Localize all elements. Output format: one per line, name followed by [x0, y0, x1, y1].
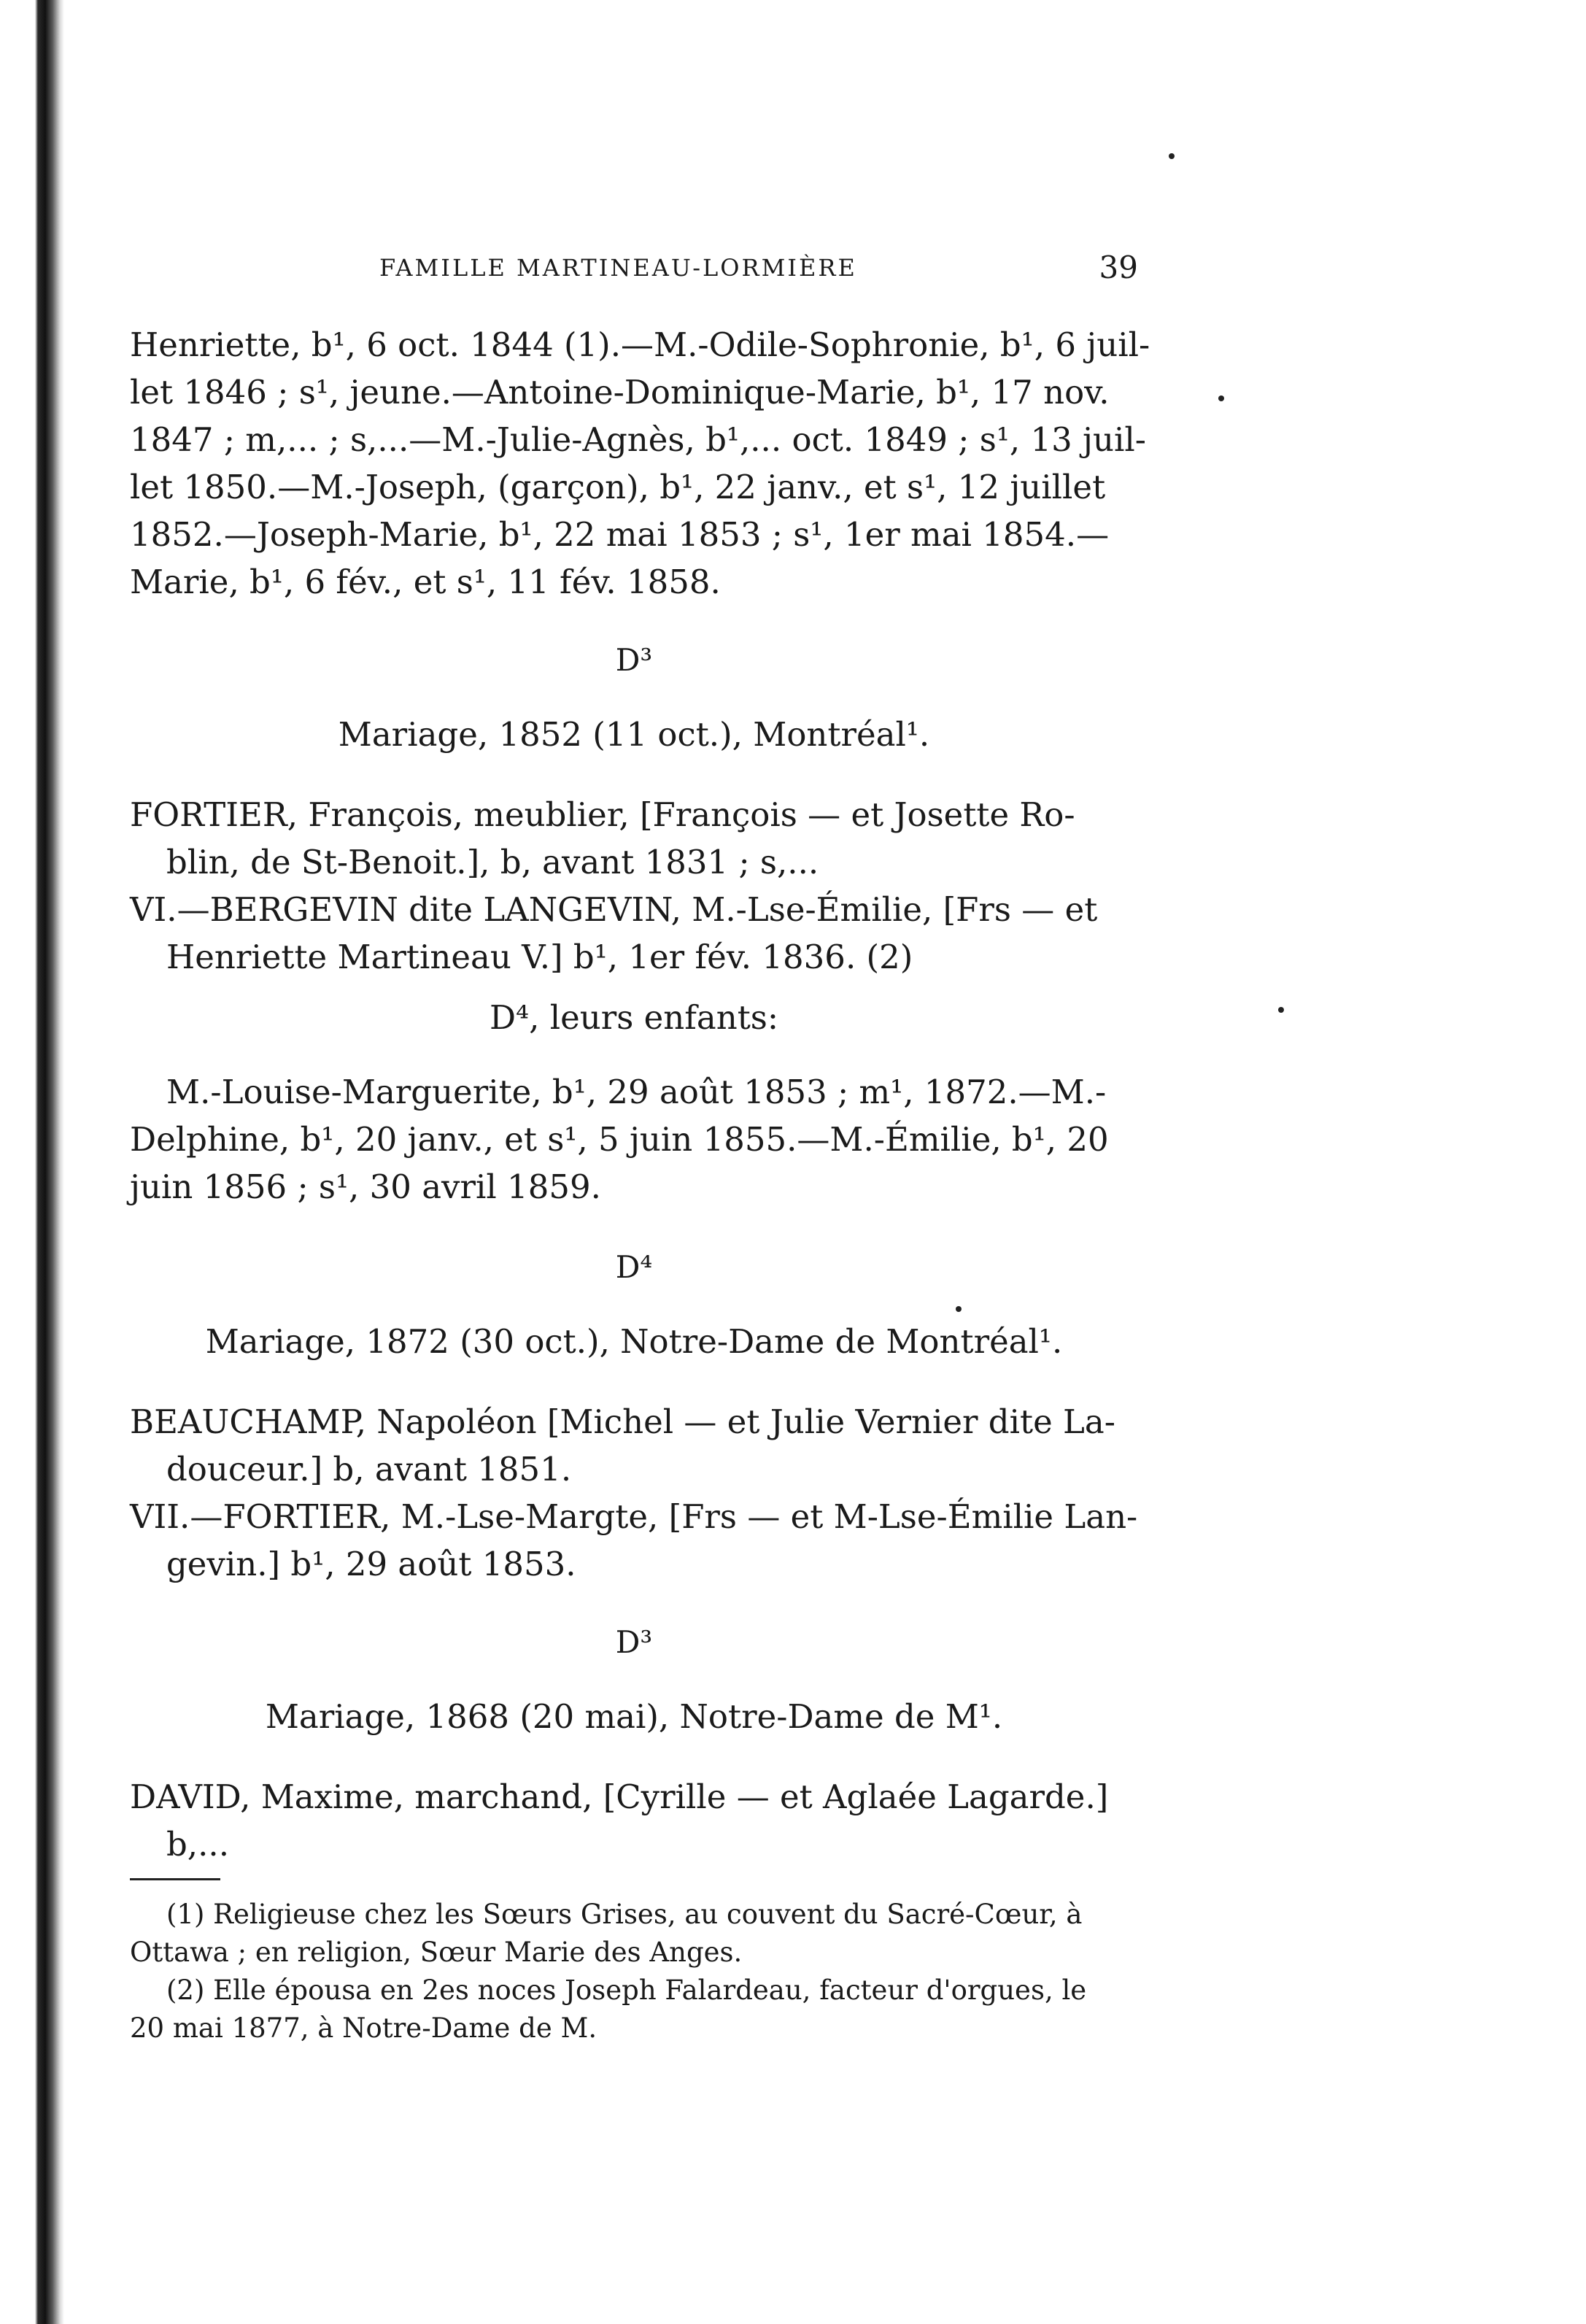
text-line: Henriette Martineau V.] b¹, 1er fév. 1836. (2) [166, 938, 913, 976]
text-line: b,... [166, 1825, 230, 1864]
text-line: Delphine, b¹, 20 janv., et s¹, 5 juin 1855.—M.-Émilie, b¹, 20 [130, 1120, 1109, 1159]
text-line: BEAUCHAMP, Napoléon [Michel — et Julie Vernier dite La- [130, 1402, 1115, 1441]
text-line: juin 1856 ; s¹, 30 avril 1859. [130, 1167, 601, 1206]
ink-speck [956, 1306, 962, 1312]
spouse-entries [130, 1398, 1138, 1588]
header-title: FAMILLE MARTINEAU-LORMIÈRE [379, 254, 857, 282]
generation-heading: D³ [615, 1624, 653, 1660]
text-line: DAVID, Maxime, marchand, [Cyrille — et Aglaée Lagarde.] [130, 1777, 1109, 1816]
text-line: blin, de St-Benoit.], b, avant 1831 ; s,... [166, 843, 819, 881]
footnote-line: (2) Elle épousa en 2es noces Joseph Falardeau, facteur d'orgues, le [166, 1974, 1087, 2006]
ink-speck [1218, 395, 1224, 401]
footnotes [130, 1896, 1138, 2047]
text-line: let 1850.—M.-Joseph, (garçon), b¹, 22 janv., et s¹, 12 juillet [130, 468, 1106, 506]
marriage-line: Mariage, 1872 (30 oct.), Notre-Dame de Montréal¹. [205, 1322, 1063, 1361]
text-line: FORTIER, François, meublier, [François — et Josette Ro- [130, 795, 1075, 834]
text-line: VI.—BERGEVIN dite LANGEVIN, M.-Lse-Émilie, [Frs — et [130, 890, 1098, 929]
spouse-entries [130, 1773, 1138, 1868]
text-line: let 1846 ; s¹, jeune.—Antoine-Dominique-Marie, b¹, 17 nov. [130, 373, 1110, 412]
text-line: 1847 ; m,... ; s,...—M.-Julie-Agnès, b¹,... oct. 1849 ; s¹, 13 juil- [130, 420, 1146, 459]
text-line: Marie, b¹, 6 fév., et s¹, 11 fév. 1858. [130, 563, 721, 601]
text-line: gevin.] b¹, 29 août 1853. [166, 1545, 576, 1583]
children-heading: D⁴, leurs enfants: [489, 998, 779, 1037]
running-header [379, 250, 1138, 289]
children-list [130, 1068, 1138, 1211]
text-line: douceur.] b, avant 1851. [166, 1450, 572, 1489]
text-line: 1852.—Joseph-Marie, b¹, 22 mai 1853 ; s¹, 1er mai 1854.— [130, 515, 1110, 554]
generation-heading: D⁴ [615, 1249, 653, 1285]
ink-speck [1169, 153, 1175, 159]
page-binding-edge [0, 0, 64, 2324]
children-list-continued [130, 321, 1150, 606]
footnote-line: 20 mai 1877, à Notre-Dame de M. [130, 2012, 597, 2044]
generation-heading: D³ [615, 642, 653, 678]
text-line: M.-Louise-Marguerite, b¹, 29 août 1853 ; m¹, 1872.—M.- [166, 1073, 1107, 1111]
footnote-line: (1) Religieuse chez les Sœurs Grises, au couvent du Sacré-Cœur, à [166, 1899, 1083, 1930]
text-line: Henriette, b¹, 6 oct. 1844 (1).—M.-Odile-Sophronie, b¹, 6 juil- [130, 325, 1150, 364]
marriage-line: Mariage, 1852 (11 oct.), Montréal¹. [338, 715, 930, 754]
ink-speck [1278, 1007, 1284, 1013]
page-number: 39 [1099, 250, 1138, 285]
footnote-line: Ottawa ; en religion, Sœur Marie des Anges. [130, 1937, 743, 1968]
text-line: VII.—FORTIER, M.-Lse-Margte, [Frs — et M-Lse-Émilie Lan- [130, 1497, 1138, 1536]
marriage-line: Mariage, 1868 (20 mai), Notre-Dame de M¹. [265, 1697, 1003, 1736]
spouse-entries [130, 791, 1138, 981]
footnote-rule [130, 1878, 220, 1880]
